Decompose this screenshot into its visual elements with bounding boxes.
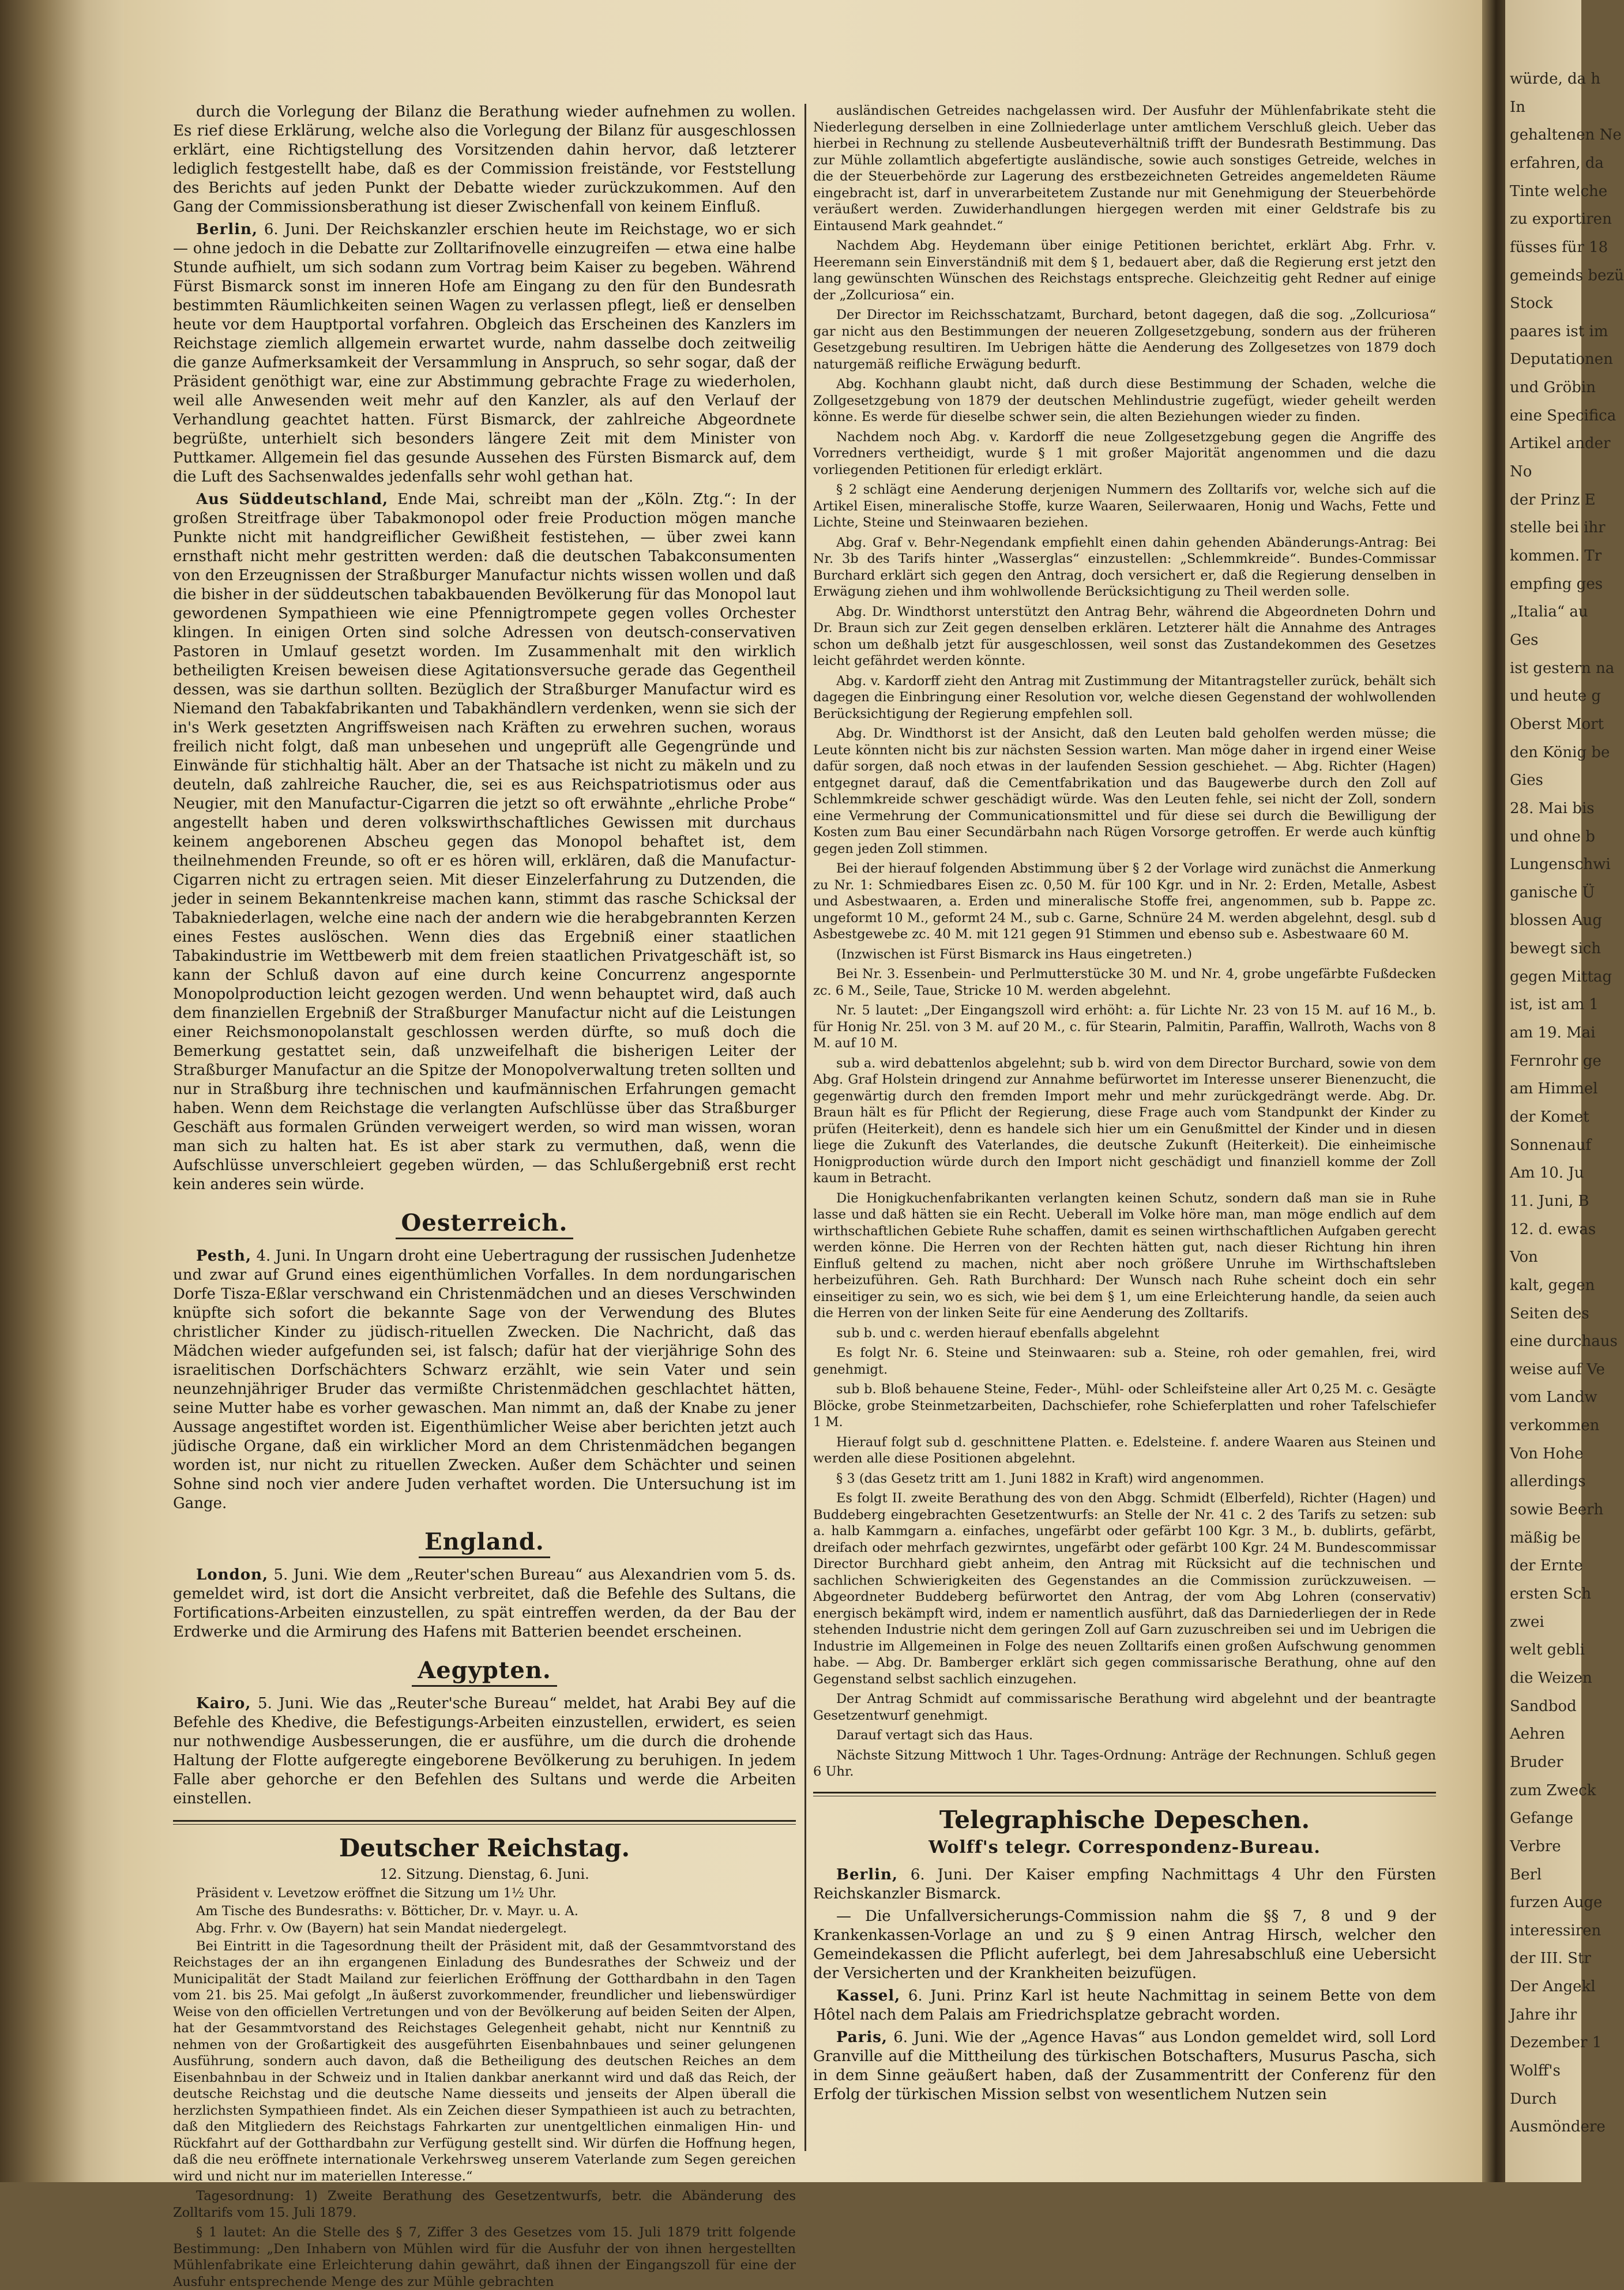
next-page-fragment: gehaltenen Ne xyxy=(1510,126,1622,144)
book-spine-left xyxy=(0,0,124,2182)
reichstag-line-3: Abg. Frhr. v. Ow (Bayern) hat sein Mandat niedergelegt. xyxy=(196,1921,567,1936)
right-paragraph-22: Es folgt II. zweite Berathung des von den Abgg. Schmidt (Elberfeld), Richter (Hagen) und Buddeberg eingebrachten Gesetzentwurfs: an Stelle der Nr. 41 c. 2 des Tarifs zu setzen: sub a. halb Kammgarn a. einfaches, ungefärbt oder gefärbt 100 Kgr. 3 M., b. dublirts, gefärbt, dreifach oder mehrfach gezwirntes, ungefärbt oder gefärbt 100 Kgr. 24 M. Bundescommissar Director Burchhard giebt anheim, den Antrag mit Rücksicht auf die technischen und sachlichen Schwierigkeiten des Gegenstandes an die Commission zurückzuweisen. — Abgeordneter Buddeberg befürwortet den Antrag, der vom Abg Lohren (conservativ) energisch bekämpft wird, indem er namentlich ausführt, daß das Darniederliegen der in Rede stehenden Industrie nicht dem geringen Zoll auf Garn zuzuschreiben sei und im Uebrigen die Industrie im Allgemeinen in Folge des neuen Zolltarifs einen großen Aufschwung genommen habe. — Abg. Dr. Bamberger erklärt sich gegen commissarische Berathung, ohne auf den Gegenstand selbst sachlich einzugehen. xyxy=(813,1491,1436,1687)
next-page-fragment: Sandbod xyxy=(1510,1697,1577,1715)
next-page-fragment: verkommen xyxy=(1510,1417,1600,1435)
next-page-fragment: und heute g xyxy=(1510,687,1602,705)
left-paragraph-1: durch die Vorlegung der Bilanz die Berathung wieder aufnehmen zu wollen. Es rief diese Erklärung, welche also die Vorlegung der Bilanz für ausgeschlossen erklärt, eine Richtigstellung des Vorsitzenden dahin hervor, daß letzterer lediglich festgestellt habe, daß es der Commission freistände, vor Feststellung des Berichts auf jeden Punkt der Debatte wieder zurückzukommen. Auf den Gang der Commissionsberathung ist dieser Zwischenfall von keinem Einfluß. xyxy=(173,103,796,216)
next-page-fragment: Jahre ihr xyxy=(1510,2006,1577,2024)
right-paragraph-5: Nachdem noch Abg. v. Kardorff die neue Zollgesetzgebung gegen die Angriffe des Vorredners vertheidigt, wurde § 1 mit großer Majorität angenommen und die dazu vorliegenden Petitionen für erledigt erklärt. xyxy=(813,429,1436,477)
london-text: 5. Juni. Wie dem „Reuter'schen Bureau“ aus Alexandrien vom 5. ds. gemeldet wird, ist dort die Ansicht verbreitet, daß die Befehle des Sultans, die Fortifications-Arbeiten einzustellen, zu spät eintreffen werden, da der Bau der Erdwerke und die Armirung des Hafens mit Batterien beendet erscheinen. xyxy=(173,1566,796,1641)
next-page-fragment: am Himmel xyxy=(1510,1080,1598,1098)
reichstag-line-2: Am Tische des Bundesraths: v. Bötticher, Dr. v. Mayr. u. A. xyxy=(196,1903,578,1919)
next-page-fragment: der Komet xyxy=(1510,1108,1589,1126)
next-page-fragment: Lungenschwi xyxy=(1510,856,1611,874)
next-page-fragment: Seiten des xyxy=(1510,1304,1589,1322)
right-paragraph-1: ausländischen Getreides nachgelassen wird. Der Ausfuhr der Mühlenfabrikate steht die Niederlegung derselben in eine Zollniederlage unter amtlichem Verschluß gleich. Ueber das hierbei in Rechnung zu stellende Ausbeuteverhältniß trifft der Bundesrath Bestimmung. Das zur Mühle zollamtlich abgefertigte ausländische, sowie auch sonstiges Getreide, welches in die der Steuerbehörde zur Lagerung des erstbezeichneten Getreides angemeldeten Räume eingebracht ist, darf in unverarbeitetem Zustande nur mit Genehmigung der Steuerbehörde veräußert werden. Zuwiderhandlungen hiergegen werden mit einer Geldstrafe bis zu Eintausend Mark geahndet.“ xyxy=(813,103,1436,234)
next-page-fragment: die Weizen xyxy=(1510,1669,1592,1687)
next-page-fragment: stelle bei ihr xyxy=(1510,519,1606,537)
next-page-fragment: Aehren xyxy=(1510,1725,1565,1743)
next-page-fragment: In xyxy=(1510,98,1526,116)
next-page-fragment: Wolff's xyxy=(1510,2062,1561,2080)
next-page-fragment: allerdings xyxy=(1510,1473,1586,1491)
right-paragraph-2: Nachdem Abg. Heydemann über einige Petitionen berichtet, erklärt Abg. Frhr. v. Heeremann sein Einverständniß mit dem § 1, bedauert aber, daß die Regierung erst jetzt den lang gewünschten Wünschen des Reichstags entspreche. Gleichzeitig geht Redner auf einige der „Zollcuriosa“ ein. xyxy=(813,238,1436,303)
next-page-fragment: Verbre xyxy=(1510,1837,1561,1855)
dateline-kassel: Kassel, xyxy=(836,1987,901,2005)
next-page-fragment: 28. Mai bis xyxy=(1510,799,1595,817)
section-heading-aegypten: Aegypten. xyxy=(173,1657,796,1684)
dateline-berlin-2: Berlin, xyxy=(836,1866,898,1883)
pesth-text: 4. Juni. In Ungarn droht eine Uebertragung der russischen Judenhetze und zwar auf Grund eines eigenthümlichen Vorfalles. In dem nordungarischen Dorfe Tisza-Eßlar verschwand ein Christenmädchen und an dieses Verschwinden knüpfte sich sofort die bekannte Sage von der Verwendung des Blutes christlicher Kinder zu jüdisch-rituellen Zwecken. Die Nachricht, daß das Mädchen wieder aufgefunden sei, ist falsch; dafür hat der vierjährige Sohn des israelitischen Dorfschächters Schwarz erzählt, wie sein Vater und sein neunzehnjähriger Bruder das vermißte Christenmädchen geschlachtet hätten, seine Mutter habe es vorher gewaschen. Man nimmt an, daß der Knabe zu jener Aussage angestiftet worden ist. Eigenthümlicher Weise aber berichten jetzt auch jüdische Organe, daß ein wirklicher Mord an dem Christenmädchen begangen worden ist, nur nicht zu rituellen Zwecken. Außer dem Schächter und seinen Sohne sind noch vier andere Juden verhaftet worden. Die Untersuchung ist im Gange. xyxy=(173,1247,796,1512)
next-page-fragment: Der Angekl xyxy=(1510,1978,1596,1996)
right-paragraph-16: Die Honigkuchenfabrikanten verlangten keinen Schutz, sondern daß man sie in Ruhe lasse und daß hätten sie ein Recht. Ueberall im Volke höre man, man möge endlich auf dem wirthschaftlichen Gebiete Ruhe schaffen, damit es seinen wirthschaftlichen Aufgaben gerecht werden könne. Die Herren von der Rechten hätten gut, nach dieser Richtung hin ihren Einfluß geltend zu machen, nicht aber noch größere Unruhe im Wirthschaftsleben herbeizuführen. Geh. Rath Burchhard: Der Wunsch nach Ruhe scheint doch ein sehr einseitiger zu sein, wo es sich, wie bei dem § 1, um eine Erleichterung handle, da seien auch die Herren von der linken Seite für eine Aenderung des Zolltarifs. xyxy=(813,1190,1436,1321)
next-page-fragment: Ausmöndere xyxy=(1510,2118,1606,2136)
right-column xyxy=(813,103,1436,2156)
next-page-fragment: zum Zweck xyxy=(1510,1781,1596,1799)
next-page-fragment: Bruder xyxy=(1510,1753,1563,1771)
section-heading-england: England. xyxy=(173,1528,796,1555)
berlin-telegram-text: 6. Juni. Der Kaiser empfing Nachmittags 4 Uhr den Fürsten Reichskanzler Bismarck. xyxy=(813,1866,1437,1902)
next-page-fragment: mäßig be xyxy=(1510,1529,1581,1547)
next-page-fragment: eine durchaus xyxy=(1510,1333,1618,1351)
right-paragraph-11: Bei der hierauf folgenden Abstimmung über § 2 der Vorlage wird zunächst die Anmerkung zu Nr. 1: Schmiedbares Eisen zc. 0,50 M. für 100 Kgr. und in Nr. 2: Erden, Metalle, Asbest und Asbestwaaren, a. Erden und mineralische Stoffe frei, angenommen, sub b. Pappe zc. ungeformt 10 M., geformt 24 M., sub c. Garne, Schnüre 24 M. werden abgelehnt, desgl. sub d Asbestgewebe zc. 40 M. mit 121 gegen 91 Stimmen und ebenso sub e. Asbestwaare 60 M. xyxy=(813,861,1436,942)
next-page-fragment: der III. Str xyxy=(1510,1950,1591,1968)
section-divider xyxy=(173,1820,796,1825)
telegraph-subheading: Wolff's telegr. Correspondenz-Bureau. xyxy=(928,1837,1321,1857)
left-column xyxy=(173,103,796,2289)
kairo-report xyxy=(173,1694,796,1808)
next-page-fragment: Oberst Mort xyxy=(1510,715,1604,733)
right-paragraph-14: Nr. 5 lautet: „Der Eingangszoll wird erhöht: a. für Lichte Nr. 23 von 15 M. auf 16 M., b. für Honig Nr. 25l. von 3 M. auf 20 M., c. für Stearin, Palmitin, Paraffin, Wallroth, Wachs von 8 M. auf 10 M. xyxy=(813,1003,1436,1051)
reichstag-sitting: 12. Sitzung. Dienstag, 6. Juni. xyxy=(379,1866,589,1882)
next-page-fragment: am 19. Mai xyxy=(1510,1024,1596,1042)
next-page-fragment: Durch xyxy=(1510,2090,1557,2108)
next-page-fragment: gegen Mittag xyxy=(1510,968,1612,986)
book-gutter xyxy=(1482,0,1505,2182)
next-page-fragment: Am 10. Ju xyxy=(1510,1164,1584,1182)
right-paragraph-20: Hierauf folgt sub d. geschnittene Platten. e. Edelsteine. f. andere Waaren aus Steinen und werden alle diese Positionen abgelehnt. xyxy=(813,1434,1436,1466)
next-page-fragment: „Italia“ au xyxy=(1510,603,1588,621)
unfall-telegram: — Die Unfallversicherungs-Commission nahm die §§ 7, 8 und 9 der Krankenkassen-Vorlage an und zu § 9 einen Antrag Hirsch, welcher den Gemeindekassen die Pflicht auferlegt, bei dem Jahresabschluß eine Uebersicht der Versicherten und der Krankheiten beizufügen. xyxy=(813,1907,1436,1982)
right-paragraph-7: Abg. Graf v. Behr-Negendank empfiehlt einen dahin gehenden Abänderungs-Antrag: Bei Nr. 3b des Tarifs hinter „Wasserglas“ einzustellen: „Schlemmkreide“. Bundes-Commissar Burchard erklärt sich gegen den Antrag, doch versichert er, daß die Regierung denselben in Erwägung ziehen und ihm wohlwollende Berücksichtigung zu Theil werden solle. xyxy=(813,535,1436,599)
next-page-fragment: zwei xyxy=(1510,1613,1544,1631)
reichstag-paragraph-1: Bei Eintritt in die Tagesordnung theilt der Präsident mit, daß der Gesammtvorstand des Reichstages der an ihn ergangenen Einladung des Bundesrathes der Schweiz und der Municipalität der Stadt Mailand zur feierlichen Eröffnung der Gotthardbahn in den Tagen vom 21. bis 25. Mai gefolgt „In äußerst zuvorkommender, freundlicher und liebenswürdiger Weise von den officiellen Vertretungen und von der Bevölkerung auf beiden Seiten der Alpen, hat der Gesammtvorstand des Reichstages Gelegenheit gehabt, nicht nur Kenntniß zu nehmen von der Großartigkeit des ausgeführten Eisenbahnbaues und seiner gelungenen Ausführung, sondern auch davon, daß die Betheiligung des deutschen Reiches an dem Eisenbahnbau in der Schweiz und in Italien dankbar anerkannt wird und daß das Reich, der deutsche Reichstag und die deutsche Name diesseits und jenseits der Alpen überall die herzlichsten Sympathieen findet. Als ein Zeichen dieser Sympathieen ist auch zu betrachten, daß den Mitgliedern des Reichstags Fahrkarten zur unentgeltlichen einmaligen Hin- und Rückfahrt auf der Gotthardbahn zur Verfügung gestellt sind. Wir dürfen die Hoffnung hegen, daß die neu eröffnete internationale Verkehrsweg unserem Vaterlande zum Segen gereichen wird und nicht nur im materiellen Interesse.“ xyxy=(173,1938,796,2184)
sueddeutschland-report xyxy=(173,490,796,1194)
next-page-fragment: blossen Aug xyxy=(1510,912,1602,930)
kassel-telegram xyxy=(813,1987,1436,2025)
next-page-fragment: ist gestern na xyxy=(1510,659,1615,677)
next-page-fragment: weise auf Ve xyxy=(1510,1360,1605,1378)
berlin-report-text: 6. Juni. Der Reichskanzler erschien heute im Reichstage, wo er sich — ohne jedoch in die Debatte zur Zolltarifnovelle einzugreifen — etwa eine halbe Stunde aufhielt, um sich sodann zum Vortrag beim Kaiser zu begeben. Während Fürst Bismarck sonst im inneren Hofe am Eingang zu den für den Bundesrath bestimmten Räumlichkeiten seinen Wagen zu verlassen pflegt, ließ er denselben heute vor dem Hauptportal vorfahren. Obgleich das Erscheinen des Kanzlers im Reichstage ziemlich allgemein erwartet wurde, nahm dasselbe doch zeitweilig die ganze Aufmerksamkeit der Versammlung in Anspruch, so sehr sogar, daß der Präsident genöthigt war, eine zur Abstimmung gebrachte Frage zu wiederholen, weil alle Anwesenden weit mehr auf den Kanzler, als auf den Verlauf der Verhandlung geachtet hatten. Fürst Bismarck, der zahlreiche Abgeordnete begrüßte, unterhielt sich besonders längere Zeit mit dem Minister von Puttkamer. Allgemein fiel das gesunde Aussehen des Fürsten Bismarck auf, dem die Luft des Sachsenwaldes jedenfalls sehr wohl gethan hat. xyxy=(173,221,796,486)
paris-telegram-text: 6. Juni. Wie der „Agence Havas“ aus London gemeldet wird, soll Lord Granville auf die Mittheilung des türkischen Botschafters, Musurus Pascha, sich in dem Sinne geäußert haben, daß der Zusammentritt der Conferenz für den Erfolg der türkischen Mission selbst von wesentlichem Nutzen sein xyxy=(813,2028,1437,2103)
next-page-fragment: ersten Sch xyxy=(1510,1585,1592,1603)
dateline-berlin: Berlin, xyxy=(196,221,258,238)
right-paragraph-21: § 3 (das Gesetz tritt am 1. Juni 1882 in Kraft) wird angenommen. xyxy=(836,1471,1265,1486)
reichstag-heading: Deutscher Reichstag. xyxy=(339,1834,630,1862)
right-paragraph-6: § 2 schlägt eine Aenderung derjenigen Nummern des Zolltarifs vor, welche sich auf die Artikel Eisen, mineralische Stoffe, kurze Waaren, Seilerwaaren, Honig und Wachs, Fette und Lichte, Steine und Steinwaaren beziehen. xyxy=(813,482,1436,530)
next-page-fragment: zu exportiren xyxy=(1510,210,1612,228)
sueddeutschland-text: Ende Mai, schreibt man der „Köln. Ztg.“: In der großen Streitfrage über Tabakmonopol oder freie Production mögen manche Punkte nicht mit handgreiflicher Gewißheit festistehen, — über zwei kann ernsthaft nicht mehr gestritten werden: daß die deutschen Tabakconsumenten von den Erzeugnissen der Straßburger Manufactur nichts wissen wollen und daß die bisher in der süddeutschen tabakbauenden Bevölkerung für das Monopol laut gewordenen Sympathieen wie eine Pfennigtrompete gegen volles Orchester klingen. In einigen Orten sind solche Adressen von deutsch-conservativen Pastoren in Umlauf gesetzt worden. Im Zusammenhalt mit den wirklich betheiligten Kreisen beweisen diese Agitationsversuche gerade das Gegentheil dessen, was sie darthun sollten. Bezüglich der Straßburger Manufactur wird es Niemand den Tabakfabrikanten und Tabakhändlern verdenken, wenn sie sich der in's Werk gesetzten Angriffsweisen nach Kräften zu erwehren suchen, woraus freilich nicht folgt, daß man unbesehen und ungeprüft alle Gegengründe und Einwände für stichhaltig hält. Aber an der Thatsache ist nicht zu mäkeln und zu deuteln, daß zahlreiche Raucher, die, sei es aus Reichspatriotismus oder aus Neugier, mit den Manufactur-Cigarren die jetzt so oft erwähnte „ehrliche Probe“ angestellt haben und deren volkswirthschaftliches Gewissen mit durchaus keinem angeborenen Abscheu gegen das Monopol behaftet ist, dem theilnehmenden Freunde, so oft er es hören will, erklären, daß die Manufactur-Cigarren nicht zu ertragen seien. Mit dieser Einzelerfahrung zu Dutzenden, die jeder in seinem Bekanntenkreise machen kann, stimmt das rasche Schicksal der Tabakniederlagen, welche eine nach der andern wie die herabgebrannten Kerzen eines Festes auslöschen. Wenn dies das Ergebniß einer staatlichen Tabakindustrie im Wettbewerb mit dem freien staatlichen Privatgeschäft ist, so kann der Schluß davon auf eine durch keine Concurrenz angespornte Monopolproduction leicht gezogen werden. Und wenn behauptet wird, daß auch dem finanziellen Ergebniß der Straßburger Manufactur nicht auf die Leistungen einer Reichsmonopolanstalt geschlossen werden dürfte, so muß doch die Bemerkung gestattet sein, daß unzweifelhaft die bisherigen Leiter der Straßburger Manufactur an die Spitze der Monopolverwaltung treten sollten und nur in Straßburg ihre technischen und kaufmännischen Erfahrungen gemacht haben. Wenn dem Reichstage die verlangten Aufschlüsse über das Straßburger Geschäft aus formalen Gründen verweigert werden, so wird man wissen, woran man sich zu halten hat. Es ist aber stark zu vermuthen, daß, wenn die Aufschlüsse unverschleiert gegeben würden, — das Schlußergebniß erst recht kein anderes sein würde. xyxy=(173,491,796,1193)
right-paragraph-17: sub b. und c. werden hierauf ebenfalls abgelehnt xyxy=(836,1325,1160,1341)
dateline-pesth: Pesth, xyxy=(196,1247,251,1265)
next-page-fragment: erfahren, da xyxy=(1510,154,1604,172)
next-page-fragment: Berl xyxy=(1510,1866,1542,1883)
next-page-fragment: und ohne b xyxy=(1510,828,1595,845)
next-page-fragment: Tinte welche xyxy=(1510,182,1608,200)
next-page-fragment: empfing ges xyxy=(1510,575,1603,593)
next-page-fragment: Dezember 1 xyxy=(1510,2034,1602,2052)
right-paragraph-12: (Inzwischen ist Fürst Bismarck ins Haus eingetreten.) xyxy=(836,946,1192,962)
dateline-sueddeutschland: Aus Süddeutschland, xyxy=(196,491,389,508)
berlin-report xyxy=(173,220,796,487)
right-paragraph-25: Nächste Sitzung Mittwoch 1 Uhr. Tages-Ordnung: Anträge der Rechnungen. Schluß gegen 6 Uhr. xyxy=(813,1747,1436,1779)
next-page-fragment: den König be xyxy=(1510,743,1610,761)
right-paragraph-18: Es folgt Nr. 6. Steine und Steinwaaren: sub a. Steine, roh oder gemahlen, frei, wird genehmigt. xyxy=(813,1345,1436,1377)
next-page-fragment: Von xyxy=(1510,1249,1538,1266)
reichstag-paragraph-2: Tagesordnung: 1) Zweite Berathung des Gesetzentwurfs, betr. die Abänderung des Zolltarifs vom 15. Juli 1879. xyxy=(173,2189,796,2220)
right-paragraph-10: Abg. Dr. Windthorst ist der Ansicht, daß den Leuten bald geholfen werden müsse; die Leute könnten nicht bis zur nächsten Session warten. Man möge daher in irgend einer Weise dafür sorgen, daß noch etwas in der laufenden Session geschiehet. — Abg. Richter (Hagen) entgegnet darauf, daß die Cementfabrikation und das Baugewerbe durch den Zoll auf Schlemmkreide schwer geschädigt würde. Was den Leuten fehle, sei nicht der Zoll, sondern eine Vermehrung der Communicationsmittel und für diese sei durch die Bewilligung der Kosten zum Bau einer Secundärbahn nach Rügen Vorsorge getroffen. Er werde auch künftig gegen jeden Zoll stimmen. xyxy=(813,726,1436,856)
reichstag-paragraph-3: § 1 lautet: An die Stelle des § 7, Ziffer 3 des Gesetzes vom 15. Juli 1879 tritt folgende Bestimmung: „Den Inhabern von Mühlen wird für die Ausfuhr der von ihnen hergestellten Mühlenfabrikate eine Erleichterung dahin gewährt, daß ihnen der Eingangszoll für eine der Ausfuhr entsprechende Menge des zur Mühle gebrachten xyxy=(173,2225,796,2289)
section-heading-oesterreich: Oesterreich. xyxy=(173,1209,796,1236)
right-paragraph-24: Darauf vertagt sich das Haus. xyxy=(836,1728,1033,1743)
next-page-fragment: bewegt sich xyxy=(1510,940,1601,958)
next-page-fragment: Gies xyxy=(1510,772,1543,789)
next-page-fragment: vom Landw xyxy=(1510,1389,1597,1407)
next-page-fragment: Deputationen xyxy=(1510,351,1613,368)
next-page-fragment: 11. Juni, B xyxy=(1510,1192,1589,1210)
right-paragraph-3: Der Director im Reichsschatzamt, Burchard, betont dagegen, daß die sog. „Zollcuriosa“ gar nicht aus den Bestimmungen der neueren Zollgesetzgebung, sondern aus der früheren Gesetzgebung resultiren. Im Uebrigen hätte die Aenderung des Zollgesetzes von 1879 doch naturgemäß reifliche Erwägung bedurft. xyxy=(813,307,1436,372)
next-page-fragment: ist, ist am 1 xyxy=(1510,996,1599,1014)
paris-telegram xyxy=(813,2028,1436,2104)
right-paragraph-15: sub a. wird debattenlos abgelehnt; sub b. wird von dem Director Burchard, sowie von dem Abg. Graf Holstein dringend zur Annahme befürwortet im Interesse unserer Bienenzucht, die gegenwärtig durch den fremden Import mehr und mehr zurückgedrängt werde. Abg. Dr. Braun hält es für Pflicht der Regierung, diese Frage auch vom Standpunkt der Kinder zu prüfen (Heiterkeit), denn es handele sich hier um ein Genußmittel der Kinder und in diesen liege die Zukunft des Vaterlandes, die deutsche Zukunft (Heiterkeit). Die einheimische Honigproduction würde durch den Import nicht geschädigt und finanziell komme der Zoll kaum in Betracht. xyxy=(813,1055,1436,1186)
next-page-fragment: paares ist im xyxy=(1510,322,1608,340)
next-page-fragment: ganische Ü xyxy=(1510,883,1595,901)
column-divider xyxy=(805,104,806,2151)
dateline-paris: Paris, xyxy=(836,2028,888,2046)
next-page-fragment: Von Hohe xyxy=(1510,1445,1584,1462)
right-paragraph-13: Bei Nr. 3. Essenbein- und Perlmutterstücke 30 M. und Nr. 4, grobe ungefärbte Fußdecken zc. 6 M., Seile, Taue, Stricke 10 M. werden abgelehnt. xyxy=(813,967,1436,998)
kassel-telegram-text: 6. Juni. Prinz Karl ist heute Nachmittag in seinem Bette von dem Hôtel nach dem Palais am Friedrichsplatze gebracht worden. xyxy=(813,1987,1437,2024)
reichstag-line-1: Präsident v. Levetzow eröffnet die Sitzung um 1½ Uhr. xyxy=(196,1886,557,1901)
next-page-fragment: Sonnenauf xyxy=(1510,1136,1591,1154)
right-paragraph-23: Der Antrag Schmidt auf commissarische Berathung wird abgelehnt und der beantragte Gesetzentwurf genehmigt. xyxy=(813,1691,1436,1723)
section-divider-telegraph xyxy=(813,1792,1436,1796)
next-page-fragment: Artikel ander xyxy=(1510,435,1611,453)
next-page-edge xyxy=(1505,0,1624,2182)
dateline-london: London, xyxy=(196,1566,269,1584)
next-page-fragment: füsses für 18 xyxy=(1510,238,1608,256)
next-page-fragment: Stock xyxy=(1510,295,1553,313)
next-page-fragment: 12. d. ewas xyxy=(1510,1220,1596,1238)
pesth-report xyxy=(173,1247,796,1513)
right-paragraph-4: Abg. Kochhann glaubt nicht, daß durch diese Bestimmung der Schaden, welche die Zollgesetzgebung von 1879 der deutschen Mehlindustrie zugefügt, wieder geheilt werden könne. Es werde für dieselbe schwer sein, die alten Beziehungen wieder zu finden. xyxy=(813,377,1436,424)
right-paragraph-8: Abg. Dr. Windthorst unterstützt den Antrag Behr, während die Abgeordneten Dohrn und Dr. Braun sich zur Zeit gegen denselben erklären. Letzterer hält die Annahme des Antrages schon um deßhalb jetzt für ausgeschlossen, weil sonst das Zustandekommen des Gesetzes leicht gefährdet werden könnte. xyxy=(813,604,1436,668)
kairo-text: 5. Juni. Wie das „Reuter'sche Bureau“ meldet, hat Arabi Bey auf die Befehle des Khedive, die Befestigungs-Arbeiten einzustellen, erwidert, es seien nur nothwendige Ausbesserungen, die er ausführe, um die durch die drohende Haltung der Flotte aufgeregte eingeborene Bevölkerung zu beruhigen. In jedem Falle aber gehorche er den Befehlen des Sultans und werde die Arbeiten einstellen. xyxy=(173,1695,796,1807)
next-page-fragment: furzen Auge xyxy=(1510,1894,1603,1912)
next-page-fragment: eine Specifica xyxy=(1510,407,1617,424)
next-page-fragment: der Prinz E xyxy=(1510,491,1596,509)
next-page-fragment: und Gröbin xyxy=(1510,379,1596,397)
next-page-fragment: interessiren xyxy=(1510,1922,1602,1939)
next-page-fragment: der Ernte xyxy=(1510,1557,1583,1575)
next-page-fragment: kommen. Tr xyxy=(1510,547,1602,565)
right-paragraph-9: Abg. v. Kardorff zieht den Antrag mit Zustimmung der Mitantragsteller zurück, behält sich dagegen die Einbringung einer Resolution vor, welche diesen Gegenstand der wohlwollenden Berücksichtigung der Regierung empfehlen soll. xyxy=(813,673,1436,721)
next-page-fragment: würde, da h xyxy=(1510,70,1601,88)
next-page-fragment: Ges xyxy=(1510,631,1539,649)
next-page-fragment: sowie Beerh xyxy=(1510,1501,1604,1519)
telegraph-heading: Telegraphische Depeschen. xyxy=(939,1805,1310,1834)
next-page-fragment: welt gebli xyxy=(1510,1641,1585,1659)
next-page-fragment: Fernrohr ge xyxy=(1510,1052,1602,1070)
next-page-fragment: kalt, gegen xyxy=(1510,1276,1595,1294)
next-page-fragment: gemeinds bezü xyxy=(1510,266,1624,284)
next-page-fragment: No xyxy=(1510,463,1532,481)
next-page-fragment: Gefange xyxy=(1510,1810,1574,1828)
london-report xyxy=(173,1566,796,1642)
dateline-kairo: Kairo, xyxy=(196,1695,251,1712)
right-paragraph-19: sub b. Bloß behauene Steine, Feder-, Mühl- oder Schleifsteine aller Art 0,25 M. c. Gesägte Blöcke, grobe Steinmetzarbeiten, Dachschiefer, rohe Schieferplatten und roher Tafelschiefer 1 M. xyxy=(813,1382,1436,1430)
berlin-telegram xyxy=(813,1866,1436,1904)
